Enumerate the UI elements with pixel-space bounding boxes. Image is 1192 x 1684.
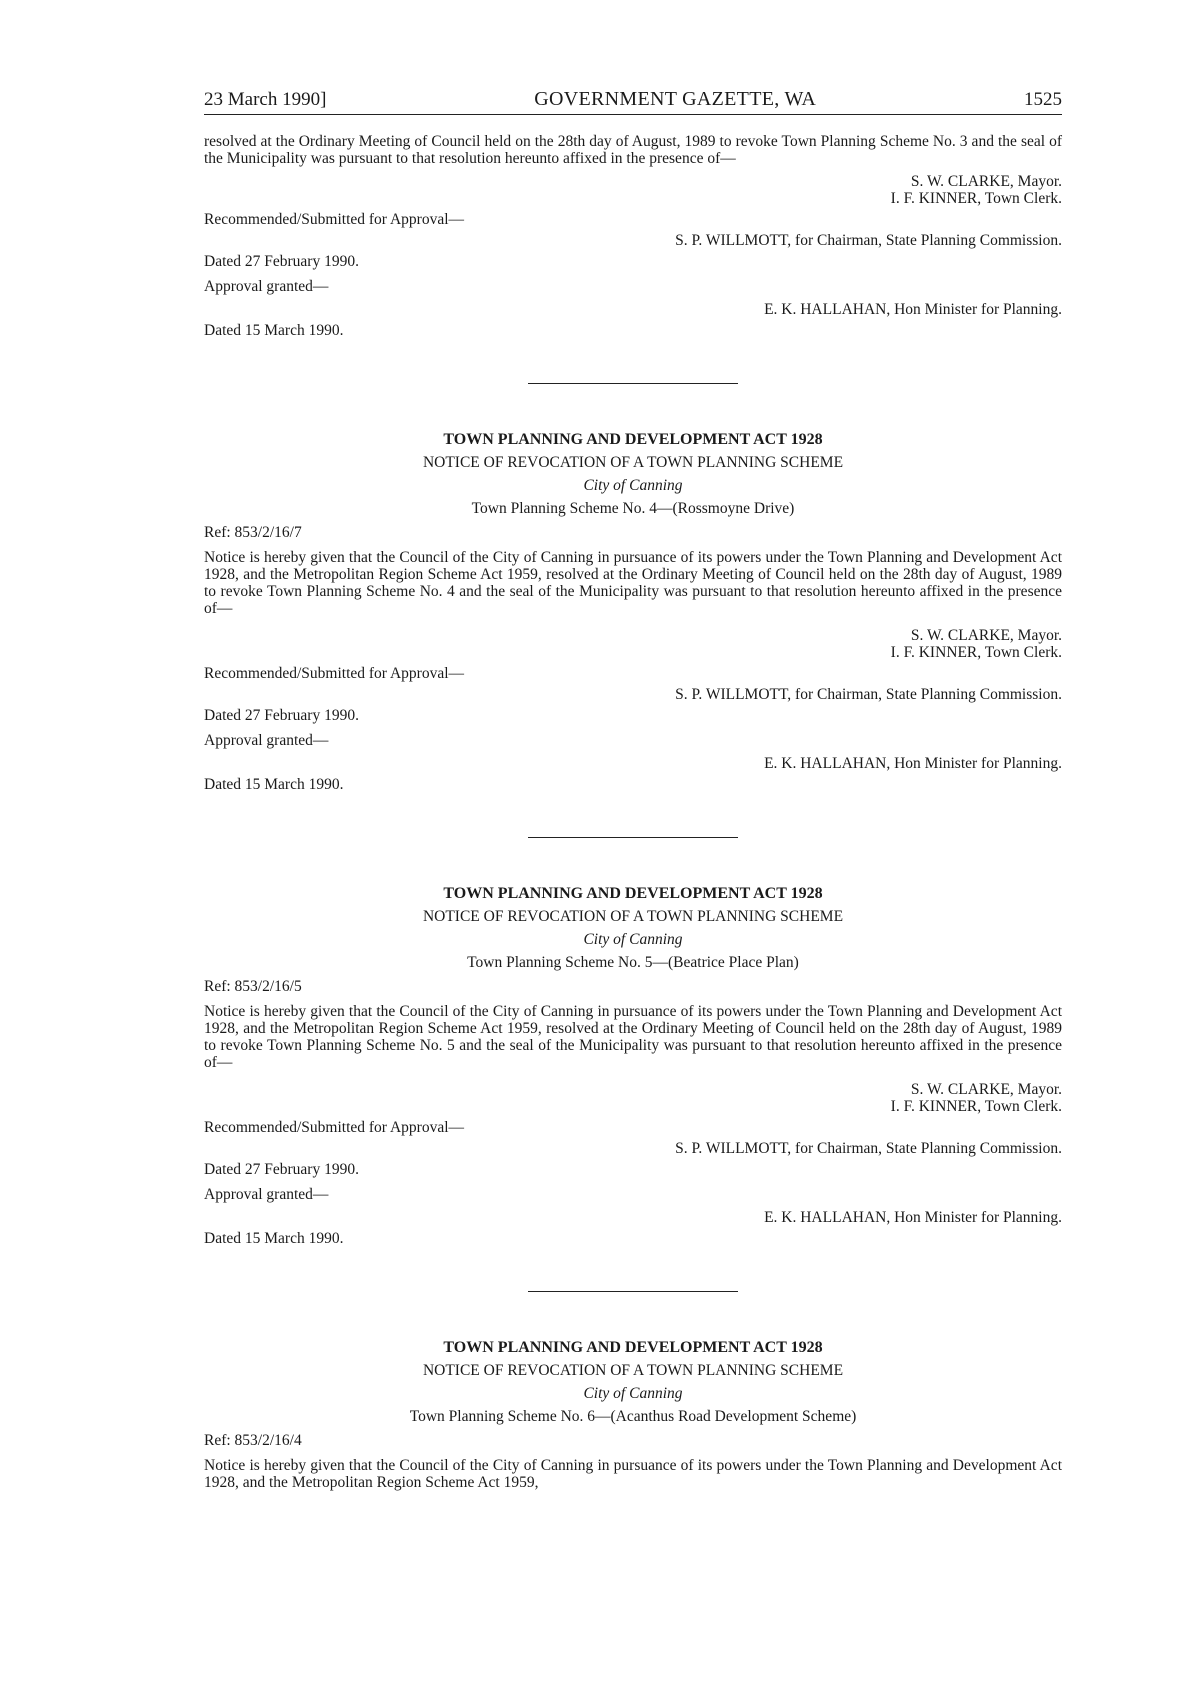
notice-section — [204, 882, 1062, 1247]
header-page-number: 1525 — [1024, 89, 1062, 110]
page-header — [204, 88, 1062, 115]
gazette-page — [204, 88, 1062, 1491]
reference-number: Ref: 853/2/16/4 — [204, 1432, 302, 1449]
minister-signature: E. K. HALLAHAN, Hon Minister for Planning. — [764, 301, 1062, 318]
scheme-title: Town Planning Scheme No. 4—(Rossmoyne Drive) — [471, 500, 795, 517]
clerk-signature: I. F. KINNER, Town Clerk. — [890, 190, 1062, 207]
clerk-signature: I. F. KINNER, Town Clerk. — [890, 1098, 1062, 1115]
chairman-signature: S. P. WILLMOTT, for Chairman, State Planning Commission. — [675, 232, 1062, 249]
section-divider — [528, 1291, 738, 1292]
dated-line: Dated 15 March 1990. — [204, 1230, 344, 1247]
act-title: TOWN PLANNING AND DEVELOPMENT ACT 1928 — [443, 885, 823, 902]
act-title: TOWN PLANNING AND DEVELOPMENT ACT 1928 — [443, 431, 823, 448]
dated-line: Dated 27 February 1990. — [204, 253, 359, 270]
notice-title: NOTICE OF REVOCATION OF A TOWN PLANNING SCHEME — [422, 1362, 844, 1379]
minister-signature: E. K. HALLAHAN, Hon Minister for Planning. — [764, 755, 1062, 772]
reference-number: Ref: 853/2/16/7 — [204, 524, 302, 541]
notice-section — [204, 428, 1062, 793]
clerk-signature: I. F. KINNER, Town Clerk. — [890, 644, 1062, 661]
notice-body: Notice is hereby given that the Council of the City of Canning in pursuance of its powers under the Town Planning and Development Act 1928, and the Metropolitan Region Scheme Act 1959, resolved at the Ordinary Meeting of Council held on the 28th day of August, 1989 to revoke Town Planning Scheme No. 5 and the seal of the Municipality was pursuant to that resolution hereunto affixed in the presence of— — [204, 1003, 1062, 1071]
mayor-signature: S. W. CLARKE, Mayor. — [910, 1081, 1062, 1098]
chairman-signature: S. P. WILLMOTT, for Chairman, State Planning Commission. — [675, 1140, 1062, 1157]
minister-signature: E. K. HALLAHAN, Hon Minister for Planning. — [764, 1209, 1062, 1226]
chairman-signature: S. P. WILLMOTT, for Chairman, State Planning Commission. — [675, 686, 1062, 703]
dated-line: Dated 15 March 1990. — [204, 322, 344, 339]
dated-line: Dated 27 February 1990. — [204, 1161, 359, 1178]
notice-section — [204, 1336, 1062, 1491]
notice-title: NOTICE OF REVOCATION OF A TOWN PLANNING SCHEME — [422, 454, 844, 471]
notice-body: Notice is hereby given that the Council of the City of Canning in pursuance of its powers under the Town Planning and Development Act 1928, and the Metropolitan Region Scheme Act 1959, — [204, 1457, 1062, 1491]
scheme-title: Town Planning Scheme No. 6—(Acanthus Road Development Scheme) — [409, 1408, 857, 1425]
city-name: City of Canning — [583, 477, 683, 494]
recommended-label: Recommended/Submitted for Approval— — [204, 211, 465, 228]
dated-line: Dated 15 March 1990. — [204, 776, 344, 793]
header-title: GOVERNMENT GAZETTE, WA — [534, 88, 817, 110]
approval-label: Approval granted— — [204, 1186, 329, 1203]
recommended-label: Recommended/Submitted for Approval— — [204, 1119, 465, 1136]
city-name: City of Canning — [583, 1385, 683, 1402]
approval-label: Approval granted— — [204, 278, 329, 295]
notice-continuation — [204, 133, 1062, 339]
city-name: City of Canning — [583, 931, 683, 948]
mayor-signature: S. W. CLARKE, Mayor. — [910, 627, 1062, 644]
recommended-label: Recommended/Submitted for Approval— — [204, 665, 465, 682]
reference-number: Ref: 853/2/16/5 — [204, 978, 302, 995]
notice-body: resolved at the Ordinary Meeting of Council held on the 28th day of August, 1989 to revoke Town Planning Scheme No. 3 and the seal of the Municipality was pursuant to that resolution hereunto affixed in the presence of— — [204, 133, 1062, 167]
approval-label: Approval granted— — [204, 732, 329, 749]
notice-body: Notice is hereby given that the Council of the City of Canning in pursuance of its powers under the Town Planning and Development Act 1928, and the Metropolitan Region Scheme Act 1959, resolved at the Ordinary Meeting of Council held on the 28th day of August, 1989 to revoke Town Planning Scheme No. 4 and the seal of the Municipality was pursuant to that resolution hereunto affixed in the presence of— — [204, 549, 1062, 617]
act-title: TOWN PLANNING AND DEVELOPMENT ACT 1928 — [443, 1339, 823, 1356]
section-divider — [528, 383, 738, 384]
notice-title: NOTICE OF REVOCATION OF A TOWN PLANNING SCHEME — [422, 908, 844, 925]
section-divider — [528, 837, 738, 838]
scheme-title: Town Planning Scheme No. 5—(Beatrice Place Plan) — [467, 954, 799, 971]
header-date: 23 March 1990] — [204, 89, 327, 110]
mayor-signature: S. W. CLARKE, Mayor. — [910, 173, 1062, 190]
dated-line: Dated 27 February 1990. — [204, 707, 359, 724]
